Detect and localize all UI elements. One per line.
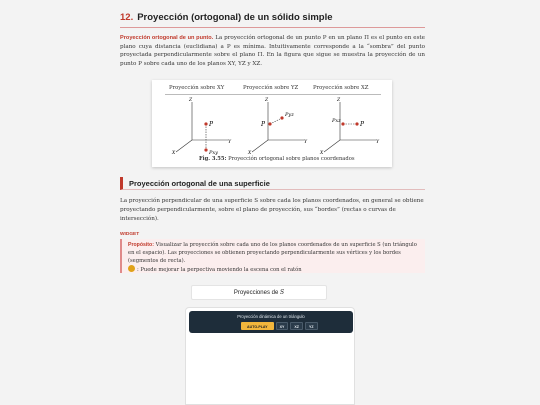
figure-caption-text: Proyección ortogonal sobre planos coordenados bbox=[228, 156, 355, 162]
panel-yz bbox=[252, 102, 304, 152]
projection-diagram bbox=[152, 94, 392, 156]
paragraph-point-projection bbox=[120, 34, 425, 68]
app-buttons bbox=[241, 322, 318, 330]
section-number: 12. bbox=[120, 12, 134, 23]
label-p-2: P bbox=[261, 121, 266, 128]
section-title bbox=[120, 12, 425, 28]
figure-caption bbox=[199, 156, 355, 162]
point-pxz bbox=[341, 122, 344, 125]
subsection-title: Proyección ortogonal de una superficie bbox=[120, 177, 425, 190]
figure-caption-number: Fig. 3.55: bbox=[199, 156, 227, 162]
interactive-app[interactable] bbox=[185, 307, 355, 405]
figure-header-xy: Proyección sobre XY bbox=[169, 85, 225, 91]
projections-header bbox=[191, 285, 327, 300]
widget-tip-text: : Puede mejorar la perpectiva moviendo la escena con el ratón bbox=[137, 267, 302, 274]
panel-xz bbox=[324, 102, 376, 152]
app-toolbar bbox=[189, 311, 353, 333]
tip-icon bbox=[128, 265, 135, 272]
widget-purpose-text: Visualizar la proyección sobre cada uno de los planos coordenados de un superficie S (un triángulo en el espacio). Las proyecciones se obtienen proyectando perpendicularmente sus vértices y los bordes (segmentos de recta). bbox=[128, 242, 417, 264]
point-pxy bbox=[204, 148, 207, 151]
section-title-text: Proyección (ortogonal) de un sólido simple bbox=[137, 12, 333, 23]
figure-headers bbox=[152, 85, 392, 93]
point-p-xz bbox=[355, 122, 358, 125]
label-z-2: Z bbox=[265, 98, 269, 103]
point-p-yz bbox=[280, 116, 283, 119]
app-title: Proyección dinámica de un triángulo bbox=[237, 314, 305, 319]
paragraph-text: La proyección ortogonal de un punto P en un plano Π es el punto en este plano cuya distancia (euclidiana) a P es mínima. Intuitivamente corresponde a la “sombra” del punto proyectada perpendicularmente sobre el plano Π. En la figura que sigue se muestra la proyección de un punto P sobre cada uno de los planos XY, YZ y XZ. bbox=[120, 35, 425, 67]
label-pyz: Pyz bbox=[285, 112, 294, 118]
panel-xy bbox=[176, 102, 228, 152]
figure-header-yz: Proyección sobre YZ bbox=[243, 85, 299, 91]
label-z-3: Z bbox=[337, 98, 341, 103]
label-z-1: Z bbox=[189, 98, 193, 103]
label-p-1: P bbox=[209, 121, 214, 128]
projection-figure bbox=[152, 80, 392, 167]
label-y-1: Y bbox=[228, 140, 231, 145]
label-pxy: Pxy bbox=[209, 150, 219, 156]
document-page bbox=[105, 0, 430, 405]
label-x-1: X bbox=[172, 151, 176, 156]
projections-label: Proyecciones de bbox=[233, 290, 280, 296]
label-pxz: Pxz bbox=[332, 118, 341, 124]
widget-purpose bbox=[128, 242, 419, 265]
projections-var: S bbox=[279, 289, 285, 296]
widget-purpose-label: Propósito: bbox=[128, 242, 154, 248]
autoplay-button[interactable]: AUTO-PLAY bbox=[241, 322, 274, 330]
widget-tip bbox=[128, 265, 419, 275]
label-p-3: P bbox=[360, 121, 365, 128]
label-x-3: X bbox=[320, 151, 324, 156]
xz-button[interactable]: XZ bbox=[290, 322, 303, 330]
point-pyz bbox=[268, 122, 271, 125]
yz-button[interactable]: YZ bbox=[305, 322, 318, 330]
label-x-2: X bbox=[248, 151, 252, 156]
paragraph-surface-projection: La proyección perpendicular de una superficie S sobre cada los planos coordenados, en general se obtiene proyectando perpendicularmente, sobre el plano de proyección, sus “bordes” (rectas o curvas de intersección). bbox=[120, 198, 424, 222]
label-y-3: Y bbox=[376, 140, 379, 145]
xy-button[interactable]: XY bbox=[276, 322, 289, 330]
point-p-xy bbox=[204, 122, 207, 125]
paragraph-lead: Proyección ortogonal de un punto. bbox=[120, 35, 214, 41]
widget-box bbox=[120, 239, 425, 273]
figure-header-xz: Proyección sobre XZ bbox=[313, 85, 369, 91]
label-y-2: Y bbox=[304, 140, 307, 145]
widget-label: WIDGET bbox=[120, 232, 140, 237]
